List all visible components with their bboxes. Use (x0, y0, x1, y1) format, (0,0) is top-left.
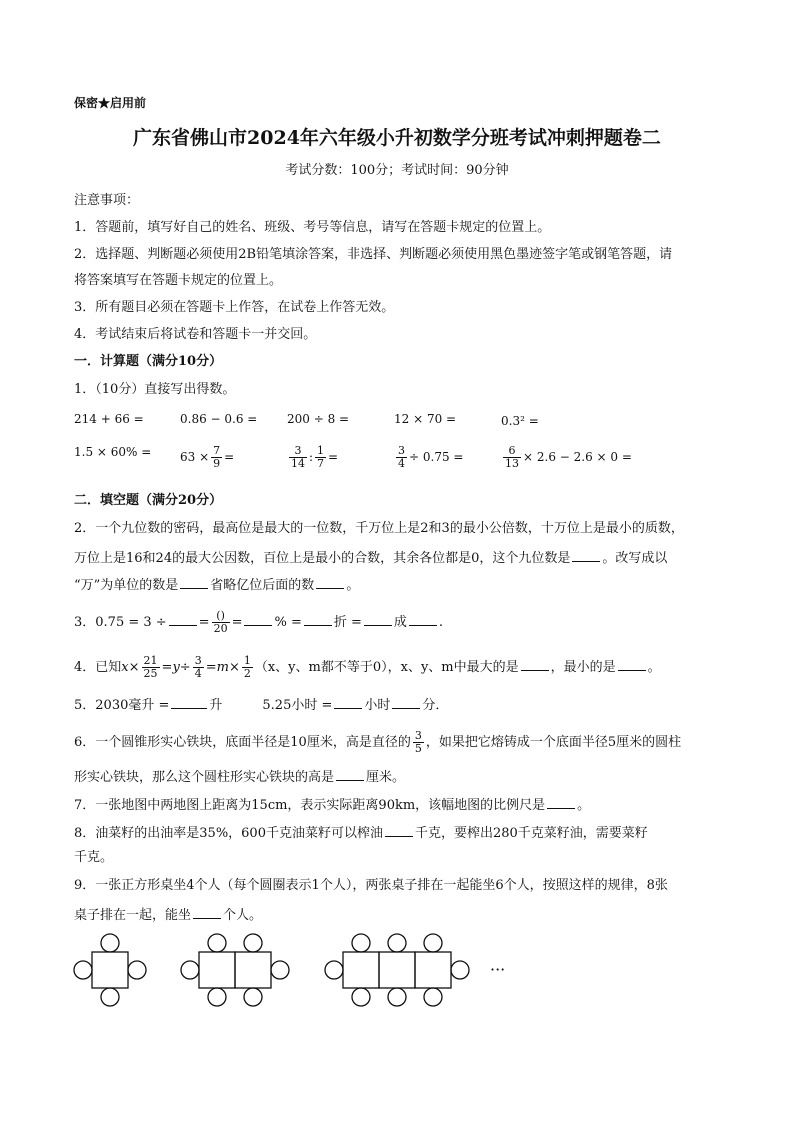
calc-2: 0.86 − 0.6 = (180, 412, 258, 426)
seat-circle (388, 934, 406, 952)
question-1: 1．（10分）直接写出得数。 (74, 382, 236, 397)
calc-5: 0.3² = (501, 414, 539, 428)
q2-text: 。改写成以 (602, 551, 668, 566)
seat-circle (388, 988, 406, 1006)
answer-blank[interactable] (521, 656, 549, 671)
q5-text: 分． (422, 698, 449, 713)
denominator: 20 (213, 622, 228, 635)
answer-blank[interactable] (193, 904, 221, 919)
q6-text: 6．一个圆锥形实心铁块，底面半径是10厘米，高是直径的 (74, 735, 411, 750)
question-7 (74, 794, 590, 815)
answer-blank[interactable] (392, 694, 420, 709)
divide-sign: ÷ (179, 660, 191, 675)
answer-blank[interactable] (336, 766, 364, 781)
answer-blank[interactable] (169, 611, 197, 626)
numerator: 21 (143, 654, 158, 667)
seat-circle (424, 988, 442, 1006)
calc-7 (180, 445, 234, 470)
q7-text: 7．一张地图中两地图上距离为15cm，表示实际距离90km，该幅地图的比例尺是 (74, 798, 546, 813)
numerator: 1 (317, 444, 325, 457)
q4-text: （x、y、m都不等于0），x、y、m中最大的是 (254, 660, 519, 675)
answer-blank[interactable] (171, 694, 207, 709)
q6-text: 形实心铁块，那么这个圆柱形实心铁块的高是 (74, 770, 335, 785)
q4-text: ，最小的是 (550, 660, 616, 675)
fraction (289, 445, 307, 470)
table-square (343, 952, 379, 988)
numerator: 6 (503, 445, 521, 458)
fraction (211, 445, 222, 470)
q5-text: 升 (209, 698, 223, 713)
q8-text: 8．油菜籽的出油率是35%，600千克油菜籽可以榨油 (74, 826, 383, 841)
q3-text: % = (274, 615, 302, 630)
question-8-line-1 (74, 822, 648, 843)
question-6-line-2 (74, 766, 405, 787)
q5-text: 5．2030毫升 = (74, 698, 170, 713)
calc-8 (287, 445, 338, 470)
numerator: 7 (213, 444, 221, 457)
fraction (413, 730, 424, 755)
denominator: 2 (243, 667, 251, 680)
note-item-3: 3．所有题目必须在答题卡上作答，在试卷上作答无效。 (74, 300, 395, 315)
q5-text: 5.25小时 = (262, 698, 333, 713)
times-sign: × (128, 660, 140, 675)
calc-9-post: ÷ 0.75 = (409, 450, 464, 464)
question-6-line-1 (74, 730, 681, 755)
q2-text: 。 (346, 578, 360, 593)
calc-4: 12 × 70 = (394, 412, 457, 426)
fraction (212, 610, 230, 635)
seat-circle (101, 934, 119, 952)
q3-text: 成 (393, 615, 407, 630)
note-item-4: 4．考试结束后将试卷和答题卡一并交回。 (74, 327, 317, 342)
q9-text: 个人。 (223, 908, 263, 923)
denominator: 4 (398, 457, 405, 470)
ratio-sign: : (309, 450, 314, 464)
fraction (242, 655, 253, 680)
denominator: 5 (414, 742, 422, 755)
seat-circle (74, 961, 92, 979)
answer-blank[interactable] (618, 656, 646, 671)
numerator: 3 (194, 654, 202, 667)
denominator: 7 (317, 457, 325, 470)
numerator: () (212, 610, 230, 623)
table-square (92, 952, 128, 988)
q3-text: 3．0.75 = 3 ÷ (74, 615, 167, 630)
variable-m: m (216, 660, 229, 675)
q2-text: 省略亿位后面的数 (210, 578, 315, 593)
equals: = (198, 615, 210, 630)
numerator: 1 (243, 654, 251, 667)
section-2-heading: 二．填空题（满分20分） (74, 493, 223, 508)
seat-circle (244, 988, 262, 1006)
question-8-line-2: 千克。 (74, 850, 114, 865)
calc-7-pre: 63 × (180, 450, 210, 464)
denominator: 25 (143, 667, 158, 680)
question-4 (74, 655, 661, 680)
q6-text: 厘米。 (366, 770, 406, 785)
note-item-2: 2．选择题、判断题必须使用2B铅笔填涂答案，非选择、判断题必须使用黑色墨迹签字笔或钢笔答题，请 (74, 247, 673, 262)
note-item-2-cont: 将答案填写在答题卡规定的位置上。 (74, 273, 283, 288)
question-3 (74, 610, 443, 635)
calc-3: 200 ÷ 8 = (287, 412, 350, 426)
q5-text: 小时 (364, 698, 391, 713)
q9-text: 桌子排在一起，能坐 (74, 908, 192, 923)
q4-text: 。 (647, 660, 661, 675)
table-square (379, 952, 415, 988)
seat-circle (271, 961, 289, 979)
table-square (235, 952, 271, 988)
answer-blank[interactable] (334, 694, 362, 709)
answer-blank[interactable] (547, 794, 575, 809)
q2-text: 万位上是16和24的最大公因数，百位上是最小的合数，其余各位都是0，这个九位数是 (74, 551, 571, 566)
answer-blank[interactable] (364, 611, 392, 626)
q4-text: 4．已知 (74, 660, 122, 675)
answer-blank[interactable] (572, 547, 600, 562)
calc-10-post: × 2.6 − 2.6 × 0 = (523, 450, 632, 464)
answer-blank[interactable] (385, 822, 413, 837)
answer-blank[interactable] (316, 574, 344, 589)
fraction (193, 655, 204, 680)
calc-6: 1.5 × 60% = (74, 445, 152, 459)
seat-circle (352, 988, 370, 1006)
numerator: 3 (398, 444, 405, 457)
times-sign: × (228, 660, 240, 675)
calc-1: 214 + 66 = (74, 412, 144, 426)
fraction (315, 445, 326, 470)
equals: = (161, 660, 173, 675)
fraction (503, 445, 521, 470)
three-tables-figure (325, 934, 469, 1006)
q8-text: 千克，要榨出280千克菜籽油，需要菜籽 (414, 826, 648, 841)
answer-blank[interactable] (180, 574, 208, 589)
confidential-label: 保密★启用前 (74, 96, 147, 110)
variable-y: y (172, 660, 180, 675)
variable-x: x (121, 660, 129, 675)
numerator: 3 (289, 445, 307, 458)
q3-text: 折 = (333, 615, 362, 630)
fraction (396, 445, 407, 470)
one-table-figure (74, 934, 146, 1006)
question-2-line-1: 2．一个九位数的密码，最高位是最大的一位数，千万位上是2和3的最小公倍数，十万位上是最小的质数， (74, 521, 684, 536)
question-2-line-2 (74, 547, 667, 568)
note-item-1: 1．答题前，填写好自己的姓名、班级、考号等信息，请写在答题卡规定的位置上。 (74, 220, 551, 235)
seat-circle (352, 934, 370, 952)
answer-blank[interactable] (409, 611, 437, 626)
answer-blank[interactable] (304, 611, 332, 626)
seat-circle (244, 934, 262, 952)
calc-10 (501, 445, 632, 470)
seat-circle (424, 934, 442, 952)
equals: = (205, 660, 217, 675)
table-square (199, 952, 235, 988)
q6-text: ，如果把它熔铸成一个底面半径5厘米的圆柱 (425, 735, 682, 750)
denominator: 13 (505, 457, 519, 470)
question-9-line-1: 9．一张正方形桌坐4个人（每个圆圈表示1个人），两张桌子排在一起能坐6个人，按照这样的规律，8张 (74, 878, 668, 893)
page-title: 广东省佛山市2024年六年级小升初数学分班考试冲刺押题卷二 (133, 127, 661, 149)
seat-circle (208, 934, 226, 952)
question-9-line-2 (74, 904, 262, 925)
numerator: 3 (414, 729, 422, 742)
question-5 (74, 694, 448, 715)
section-1-heading: 一．计算题（满分10分） (74, 354, 223, 369)
two-tables-figure (181, 934, 289, 1006)
seat-circle (208, 988, 226, 1006)
denominator: 4 (194, 667, 202, 680)
ellipsis: ··· (490, 960, 506, 979)
equals: = (231, 615, 243, 630)
seat-circle (325, 961, 343, 979)
answer-blank[interactable] (244, 611, 272, 626)
exam-info: 考试分数：100分；考试时间：90分钟 (285, 163, 509, 178)
equals: = (328, 450, 339, 464)
table-pattern-diagram (70, 928, 530, 1012)
q2-text: “万”为单位的数是 (74, 578, 179, 593)
notes-heading: 注意事项： (74, 193, 140, 208)
fraction (142, 655, 160, 680)
q7-text: 。 (577, 798, 591, 813)
seat-circle (451, 961, 469, 979)
denominator: 9 (213, 457, 221, 470)
seat-circle (181, 961, 199, 979)
question-2-line-3 (74, 574, 359, 595)
table-square (415, 952, 451, 988)
denominator: 14 (291, 457, 305, 470)
equals: = (224, 450, 235, 464)
q3-text: . (438, 615, 444, 630)
seat-circle (128, 961, 146, 979)
seat-circle (101, 988, 119, 1006)
calc-9 (394, 445, 463, 470)
